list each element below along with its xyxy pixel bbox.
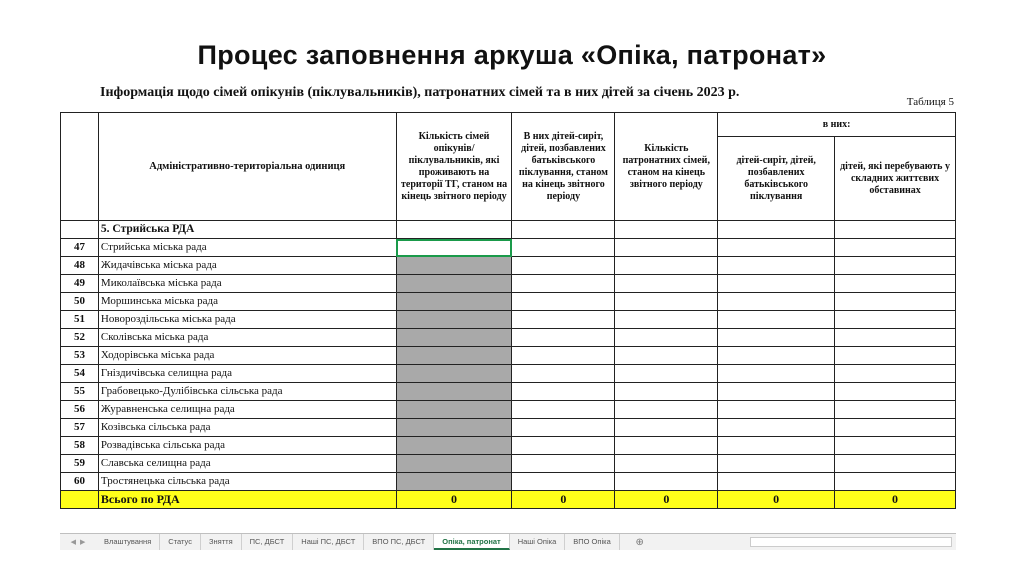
total-value-cell[interactable]: 0 [718,491,835,509]
data-cell[interactable] [396,419,512,437]
unit-name-cell[interactable]: Сколівська міська рада [98,329,396,347]
data-cell[interactable] [718,347,835,365]
unit-name-cell[interactable]: Ходорівська міська рада [98,347,396,365]
data-table [60,112,956,509]
unit-name-cell[interactable]: Славська селищна рада [98,455,396,473]
section-cell[interactable] [512,221,615,239]
data-cell[interactable] [512,347,615,365]
data-cell[interactable] [396,473,512,491]
data-cell[interactable] [718,473,835,491]
row-number[interactable]: 57 [61,419,99,437]
row-number[interactable]: 56 [61,401,99,419]
data-cell[interactable] [835,419,956,437]
section-cell[interactable] [396,221,512,239]
unit-name-cell[interactable]: Миколаївська міська рада [98,275,396,293]
unit-name-cell[interactable]: Розвадівська сільська рада [98,437,396,455]
row-number[interactable]: 59 [61,455,99,473]
data-cell[interactable] [615,455,718,473]
unit-name-cell[interactable]: Жидачівська міська рада [98,257,396,275]
section-rownum-cell[interactable] [61,221,99,239]
data-cell[interactable] [396,401,512,419]
row-number[interactable]: 55 [61,383,99,401]
data-cell[interactable] [718,365,835,383]
spreadsheet [60,82,956,550]
header-unit[interactable]: Адміністративно-територіальна одиниця [98,113,396,221]
unit-name-cell[interactable]: Тростянецька сільська рада [98,473,396,491]
data-cell[interactable] [835,275,956,293]
table-row [61,401,956,419]
data-cell[interactable] [835,365,956,383]
sheet-caption: Інформація щодо сімей опікунів (піклувальників), патронатних сімей та в них дітей за січень 2023 р. [100,85,740,100]
data-cell[interactable] [396,437,512,455]
section-cell[interactable] [718,221,835,239]
horizontal-scrollbar[interactable] [750,537,952,547]
header-col1[interactable]: Кількість сімей опікунів/піклувальників, які проживають на території ТГ, станом на кінець звітного періоду [396,113,512,221]
total-label[interactable]: Всього по РДА [98,491,396,509]
table-row [61,383,956,401]
unit-name-cell[interactable]: Журавненська селищна рада [98,401,396,419]
data-cell[interactable] [835,311,956,329]
data-cell[interactable] [718,329,835,347]
data-cell[interactable] [396,293,512,311]
data-cell[interactable] [396,311,512,329]
data-cell[interactable] [615,437,718,455]
data-cell[interactable] [396,383,512,401]
data-cell[interactable] [615,419,718,437]
data-cell[interactable] [512,473,615,491]
total-value-cell[interactable]: 0 [615,491,718,509]
row-number[interactable]: 50 [61,293,99,311]
sheet-tab[interactable]: Наші Опіка [510,534,566,550]
data-cell[interactable] [615,383,718,401]
data-cell[interactable] [512,257,615,275]
header-col4[interactable]: дітей-сиріт, дітей, позбавлених батьківського піклування [718,137,835,221]
section-cell[interactable] [615,221,718,239]
table-number: Таблиця 5 [906,96,954,108]
data-cell[interactable] [512,311,615,329]
total-value-cell[interactable]: 0 [835,491,956,509]
unit-name-cell[interactable]: Гніздичівська селищна рада [98,365,396,383]
table-row [61,257,956,275]
data-cell[interactable] [615,311,718,329]
data-cell[interactable] [718,275,835,293]
table-row [61,311,956,329]
table-row [61,473,956,491]
data-cell[interactable] [835,437,956,455]
data-cell[interactable] [615,473,718,491]
data-cell[interactable] [718,239,835,257]
data-cell[interactable] [835,347,956,365]
add-sheet-icon[interactable]: ⊕ [635,536,644,548]
header-col5[interactable]: дітей, які перебувають у складних життєвих обставинах [835,137,956,221]
table-row [61,419,956,437]
data-cell[interactable] [512,329,615,347]
data-cell[interactable] [396,257,512,275]
data-cell[interactable] [512,437,615,455]
unit-name-cell[interactable]: Грабовецько-Дулібівська сільська рада [98,383,396,401]
row-number[interactable]: 51 [61,311,99,329]
data-cell[interactable] [396,365,512,383]
sheet-tab[interactable]: Влаштування [96,534,160,550]
data-cell[interactable] [512,401,615,419]
data-cell[interactable] [396,329,512,347]
data-cell[interactable] [512,455,615,473]
data-cell[interactable] [718,383,835,401]
row-number[interactable]: 52 [61,329,99,347]
data-cell[interactable] [396,347,512,365]
section-label[interactable]: 5. Стрийська РДА [98,221,396,239]
unit-name-cell[interactable]: Новороздільська міська рада [98,311,396,329]
table-row [61,329,956,347]
sheet-tab[interactable]: Опіка, патронат [434,534,509,550]
chevron-left-icon[interactable]: ◀ [70,539,76,546]
data-cell[interactable] [835,383,956,401]
table-row [61,347,956,365]
data-cell[interactable] [396,455,512,473]
sheet-tab[interactable]: Наші ПС, ДБСТ [293,534,364,550]
table-row [61,293,956,311]
sheet-tab[interactable]: Статус [160,534,201,550]
table-row [61,437,956,455]
row-number[interactable]: 53 [61,347,99,365]
row-number[interactable]: 49 [61,275,99,293]
data-cell[interactable] [615,257,718,275]
sheet-tab[interactable]: ВПО ПС, ДБСТ [364,534,434,550]
data-cell[interactable] [718,311,835,329]
total-value-cell[interactable]: 0 [396,491,512,509]
header-col2[interactable]: В них дітей-сиріт, дітей, позбавлених батьківського піклування, станом на кінець звітного періоду [512,113,615,221]
header-rownum-cell[interactable] [61,113,99,221]
chevron-right-icon[interactable]: ▶ [80,539,86,546]
table-row [61,365,956,383]
data-cell[interactable] [718,419,835,437]
table-row [61,455,956,473]
data-cell[interactable] [615,401,718,419]
sheet-tab[interactable]: Зняття [201,534,242,550]
header-group[interactable]: в них: [718,113,956,137]
section-cell[interactable] [835,221,956,239]
data-cell[interactable] [835,401,956,419]
slide-title: Процес заповнення аркуша «Опіка, патронат» [197,40,827,70]
row-number[interactable]: 47 [61,239,99,257]
row-number[interactable]: 48 [61,257,99,275]
data-cell[interactable] [615,275,718,293]
data-cell[interactable] [835,293,956,311]
data-cell[interactable] [615,365,718,383]
data-cell[interactable] [615,293,718,311]
total-value-cell[interactable]: 0 [512,491,615,509]
data-cell[interactable] [512,293,615,311]
data-cell[interactable] [512,239,615,257]
data-cell[interactable] [835,329,956,347]
data-cell[interactable] [512,275,615,293]
data-cell[interactable] [718,455,835,473]
sheet-tab-bar [60,533,956,550]
data-cell[interactable] [835,257,956,275]
data-cell[interactable] [835,239,956,257]
data-cell[interactable] [615,239,718,257]
row-number[interactable]: 58 [61,437,99,455]
unit-name-cell[interactable]: Моршинська міська рада [98,293,396,311]
data-cell[interactable] [615,329,718,347]
data-cell[interactable] [835,455,956,473]
sheet-tab[interactable]: ПС, ДБСТ [242,534,294,550]
data-cell[interactable] [512,419,615,437]
unit-name-cell[interactable]: Козівська сільська рада [98,419,396,437]
data-cell[interactable] [512,383,615,401]
data-cell[interactable] [718,257,835,275]
data-cell[interactable] [718,437,835,455]
unit-name-cell[interactable]: Стрийська міська рада [98,239,396,257]
total-rownum-cell[interactable] [61,491,99,509]
data-cell[interactable] [615,347,718,365]
data-cell[interactable] [718,293,835,311]
data-cell[interactable] [396,239,512,257]
table-row [61,275,956,293]
data-cell[interactable] [835,473,956,491]
data-cell[interactable] [512,365,615,383]
total-row [61,491,956,509]
sheet-tab[interactable]: ВПО Опіка [565,534,620,550]
tab-nav-arrows[interactable] [60,534,96,550]
data-cell[interactable] [396,275,512,293]
row-number[interactable]: 60 [61,473,99,491]
table-row [61,239,956,257]
data-cell[interactable] [718,401,835,419]
header-col3[interactable]: Кількість патронатних сімей, станом на кінець звітного періоду [615,113,718,221]
row-number[interactable]: 54 [61,365,99,383]
